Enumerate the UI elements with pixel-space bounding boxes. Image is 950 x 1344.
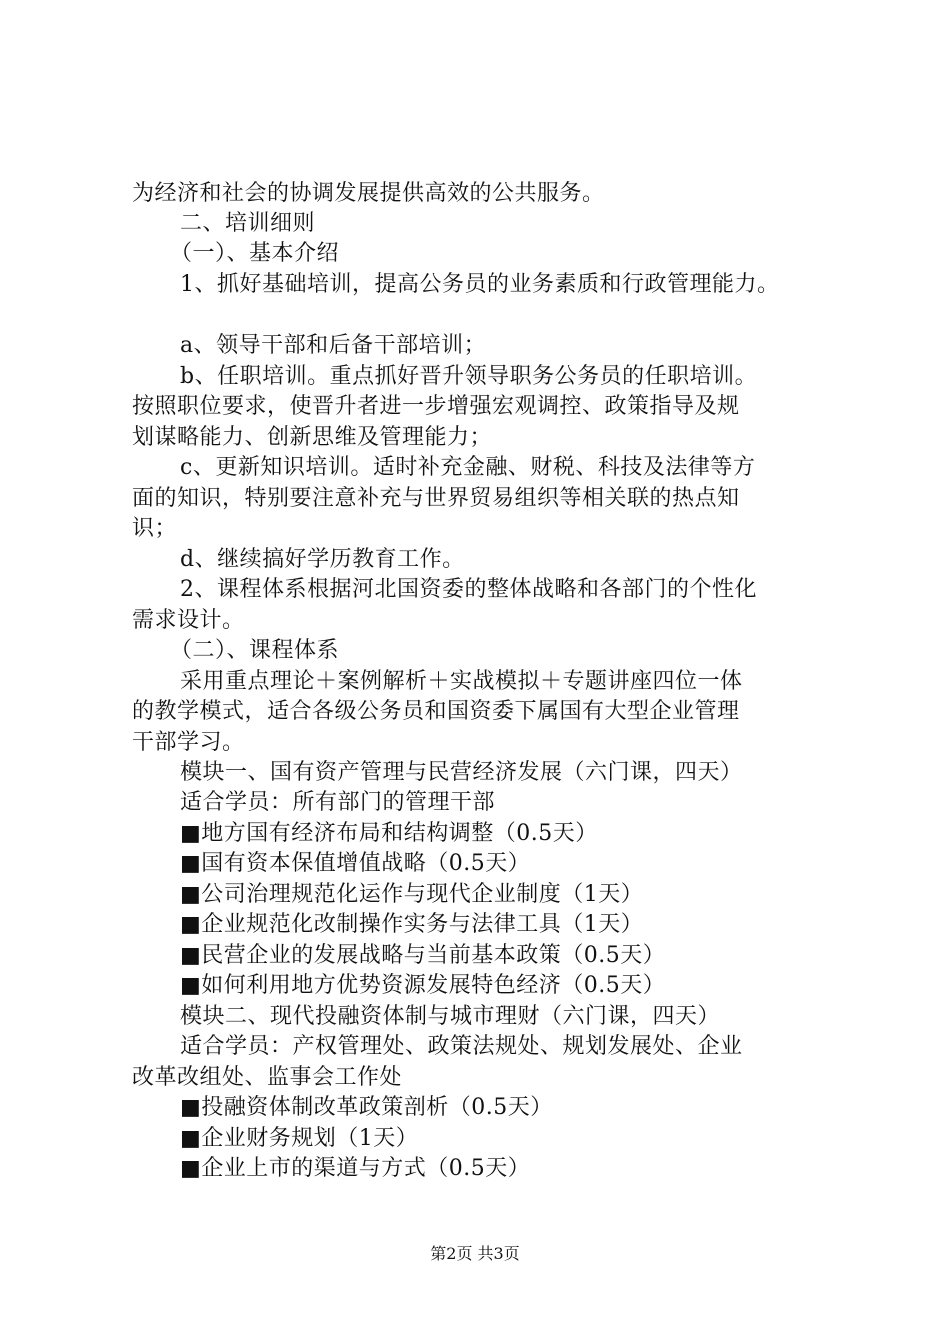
course-item: ■企业规范化改制操作实务与法律工具（1天） [180,912,644,937]
text-line: 2、课程体系根据河北国资委的整体战略和各部门的个性化 [180,577,757,602]
text-line: 按照职位要求，使晋升者进一步增强宏观调控、政策指导及规 [132,394,740,419]
course-item: ■企业财务规划（1天） [180,1126,419,1151]
text-line: 1、抓好基础培训，提高公务员的业务素质和行政管理能力。 [180,272,780,297]
text-line: 干部学习。 [132,730,245,755]
course-item: ■国有资本保值增值战略（0.5天） [180,851,531,876]
text-line: 为经济和社会的协调发展提供高效的公共服务。 [132,181,605,206]
text-line: 划谋略能力、创新思维及管理能力； [132,425,493,450]
module-heading: 模块二、现代投融资体制与城市理财（六门课，四天） [180,1004,721,1029]
text-line: 适合学员：产权管理处、政策法规处、规划发展处、企业 [180,1034,743,1059]
text-line: c、更新知识培训。适时补充金融、财税、科技及法律等方 [180,455,756,480]
page-footer: 第2页 共3页 [430,1244,520,1263]
course-item: ■投融资体制改革政策剖析（0.5天） [180,1095,553,1120]
text-line: 改革改组处、监事会工作处 [132,1065,403,1090]
section-heading: 二、培训细则 [180,211,316,236]
subsection-heading: （二）、课程体系 [170,638,340,663]
course-item: ■如何利用地方优势资源发展特色经济（0.5天） [180,973,666,998]
text-line: 需求设计。 [132,608,245,633]
course-item: ■公司治理规范化运作与现代企业制度（1天） [180,882,644,907]
text-line: b、任职培训。重点抓好晋升领导职务公务员的任职培训。 [180,364,758,389]
text-line: a、领导干部和后备干部培训； [180,333,487,358]
subsection-heading: （一）、基本介绍 [170,241,340,266]
text-line: 采用重点理论＋案例解析＋实战模拟＋专题讲座四位一体 [180,669,743,694]
text-line: 面的知识，特别要注意补充与世界贸易组织等相关联的热点知 [132,486,740,511]
text-line: 适合学员：所有部门的管理干部 [180,790,496,815]
text-line: 识； [132,516,178,541]
text-line: 的教学模式，适合各级公务员和国资委下属国有大型企业管理 [132,699,740,724]
course-item: ■地方国有经济布局和结构调整（0.5天） [180,821,598,846]
text-line: d、继续搞好学历教育工作。 [180,547,465,572]
module-heading: 模块一、国有资产管理与民营经济发展（六门课，四天） [180,760,743,785]
course-item: ■企业上市的渠道与方式（0.5天） [180,1156,531,1181]
course-item: ■民营企业的发展战略与当前基本政策（0.5天） [180,943,666,968]
